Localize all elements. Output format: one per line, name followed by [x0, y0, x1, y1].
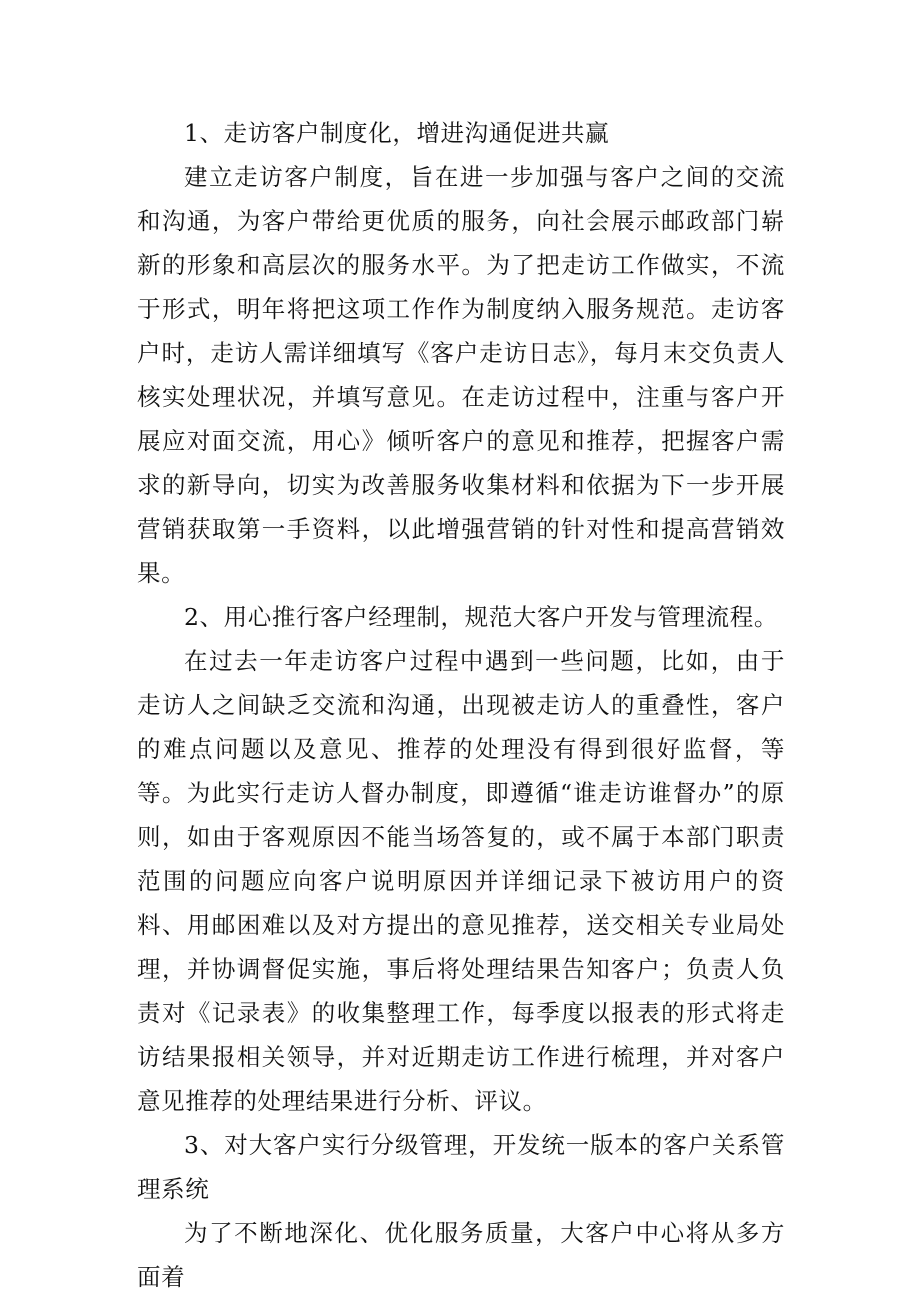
section-heading-3: 3、对大客户实行分级管理，开发统一版本的客户关系管理系统 — [137, 1131, 785, 1203]
body-paragraph-1: 建立走访客户制度，旨在进一步加强与客户之间的交流和沟通，为客户带给更优质的服务，向社会展示邮政部门崭新的形象和高层次的服务水平。为了把走访工作做实，不流于形式，明年将把这项工作作为制度纳入服务规范。走访客户时，走访人需详细填写《客户走访日志》，每月末交负责人核实处理状况，并填写意见。在走访过程中，注重与客户开展应对面交流，用心》倾听客户的意见和推荐，把握客户需求的新导向，切实为改善服务收集材料和依据为下一步开展营销获取第一手资料，以此增强营销的针对性和提高营销效果。 — [137, 163, 785, 587]
section-heading-1: 1、走访客户制度化，增进沟通促进共赢 — [184, 119, 610, 147]
body-paragraph-3: 为了不断地深化、优化服务质量，大客户中心将从多方面着 — [137, 1219, 785, 1291]
section-heading-2: 2、用心推行客户经理制，规范大客户开发与管理流程。 — [184, 603, 778, 631]
document-body — [137, 111, 785, 1299]
body-paragraph-2: 在过去一年走访客户过程中遇到一些问题，比如，由于走访人之间缺乏交流和沟通，出现被走访人的重叠性，客户的难点问题以及意见、推荐的处理没有得到很好监督，等等。为此实行走访人督办制度，即遵循“谁走访谁督办”的原则，如由于客观原因不能当场答复的，或不属于本部门职责范围的问题应向客户说明原因并详细记录下被访用户的资料、用邮困难以及对方提出的意见推荐，送交相关专业局处理，并协调督促实施，事后将处理结果告知客户；负责人负责对《记录表》的收集整理工作，每季度以报表的形式将走访结果报相关领导，并对近期走访工作进行梳理，并对客户意见推荐的处理结果进行分析、评议。 — [137, 647, 785, 1115]
